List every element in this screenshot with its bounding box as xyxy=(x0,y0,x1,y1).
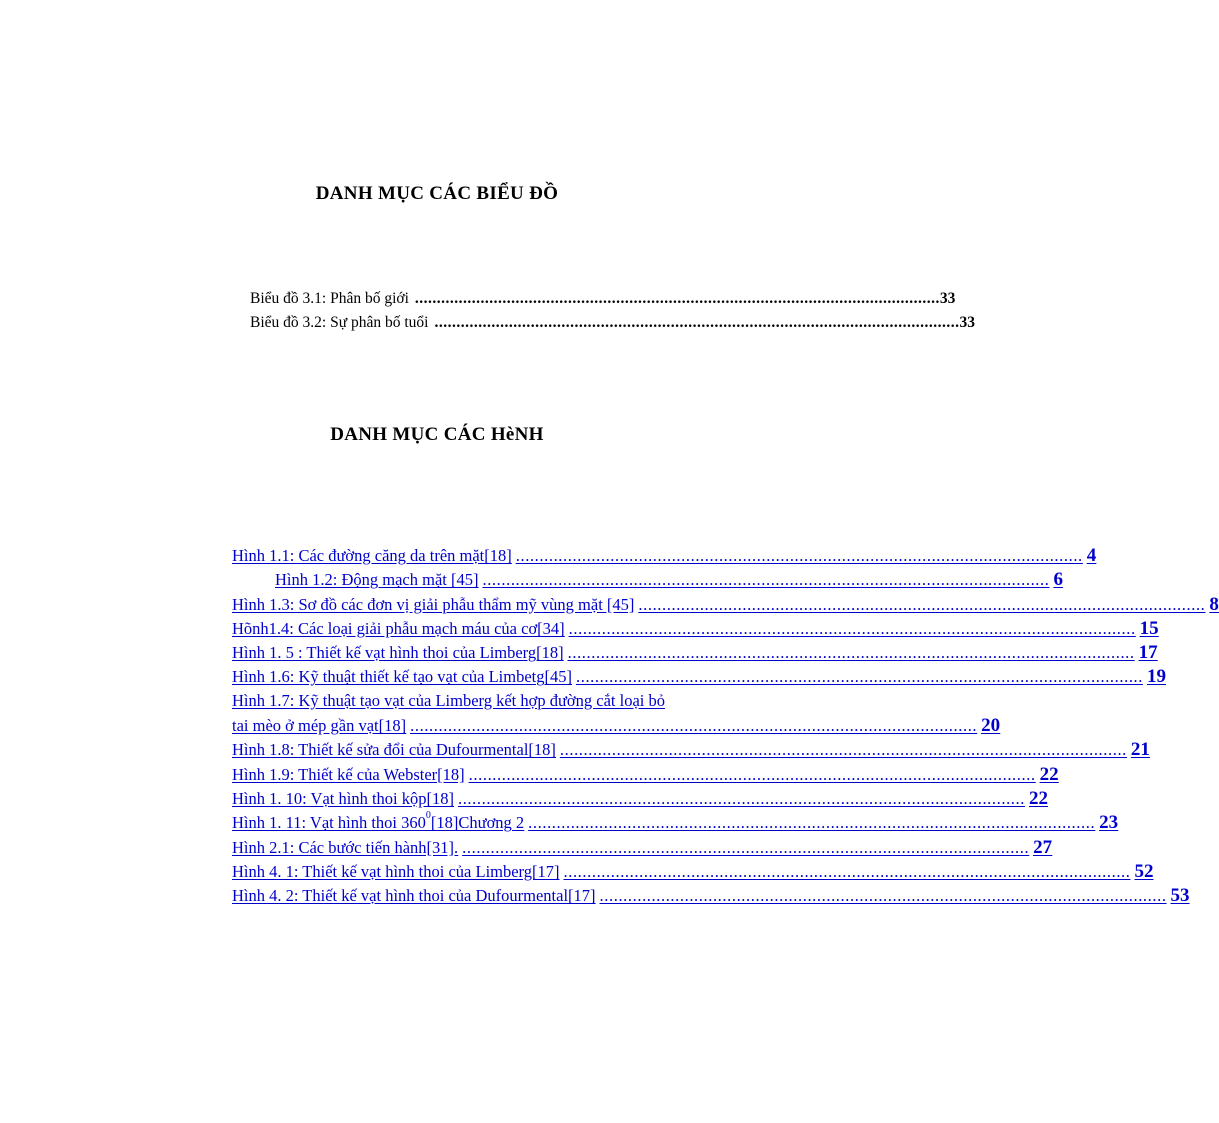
chart-list-title: DANH MỤC CÁC BIỂU ĐỒ xyxy=(315,183,559,204)
leader-dots: ........................................................................................................................ xyxy=(563,861,1131,881)
figure-link[interactable] xyxy=(232,860,1154,885)
figure-link[interactable] xyxy=(232,569,1063,593)
leader-dots: ........................................................................................................................ xyxy=(567,643,1135,663)
figure-link[interactable] xyxy=(232,715,1001,739)
leader-dots: ........................................................................................................................ xyxy=(410,716,978,736)
figure-label: Hình 1.6: Kỹ thuật thiết kế tạo vạt của Limbetg[45] xyxy=(232,667,572,687)
figure-link[interactable] xyxy=(232,642,1158,666)
figure-label-after: [18]Chương 2 xyxy=(430,813,525,833)
figure-list-title: DANH MỤC CÁC HèNH xyxy=(330,424,544,445)
chart-item-label: Biểu đồ 3.2: Sự phân bố tuổi xyxy=(250,314,429,331)
figure-page: 20 xyxy=(981,715,1001,737)
figure-label: Hình 1.8: Thiết kế sửa đổi của Dufourmental[18] xyxy=(232,740,556,760)
chart-list-item[interactable] xyxy=(250,314,975,338)
figure-list xyxy=(232,545,1219,909)
figure-page: 4 xyxy=(1086,545,1097,566)
figure-label: Hõnh1.4: Các loại giải phẫu mạch máu của cơ[34] xyxy=(232,618,565,638)
figure-link[interactable] xyxy=(232,739,1150,763)
leader-dots: ........................................................................................................................ xyxy=(414,290,940,307)
figure-label: Hình 1.3: Sơ đồ các đơn vị giải phẫu thẩm mỹ vùng mặt [45] xyxy=(232,594,635,614)
figure-link[interactable] xyxy=(232,885,1190,909)
figure-page: 23 xyxy=(1099,812,1119,834)
figure-link[interactable] xyxy=(232,593,1219,618)
leader-dots: ........................................................................................................................ xyxy=(638,594,1206,614)
figure-link[interactable] xyxy=(232,836,1053,861)
leader-dots: ........................................................................................................................ xyxy=(434,314,960,331)
leader-dots: ........................................................................................................................ xyxy=(482,570,1050,590)
figure-label: Hình 4. 1: Thiết kế vạt hình thoi của Limberg[17] xyxy=(232,861,560,881)
figure-link[interactable] xyxy=(232,810,1119,836)
leader-dots: ........................................................................................................................ xyxy=(568,618,1136,638)
leader-dots: ........................................................................................................................ xyxy=(528,813,1096,833)
figure-label: Hình 1. 10: Vạt hình thoi kộp[18] xyxy=(232,788,454,808)
figure-label: Hình 1.2: Động mạch mặt [45] xyxy=(275,570,479,590)
figure-page: 15 xyxy=(1139,617,1159,639)
figure-page: 22 xyxy=(1028,787,1048,809)
leader-dots: ........................................................................................................................ xyxy=(457,788,1025,808)
figure-page: 19 xyxy=(1147,666,1166,688)
chart-list xyxy=(250,290,975,338)
figure-label: Hình 1.9: Thiết kế của Webster[18] xyxy=(232,764,465,784)
figure-page: 8 xyxy=(1209,593,1219,615)
figure-link[interactable] xyxy=(232,666,1166,690)
figure-page: 6 xyxy=(1053,569,1063,591)
figure-label-before: Hình 1. 11: Vạt hình thoi 360 xyxy=(232,813,426,833)
figure-page: 17 xyxy=(1138,642,1158,664)
leader-dots: ........................................................................................................................ xyxy=(559,740,1127,760)
leader-dots: ........................................................................................................................ xyxy=(599,886,1167,906)
figure-page: 21 xyxy=(1130,739,1150,761)
leader-dots: ........................................................................................................................ xyxy=(468,764,1036,784)
figure-label: tai mèo ở mép gần vạt[18] xyxy=(232,716,407,736)
leader-dots: ........................................................................................................................ xyxy=(576,667,1143,687)
leader-dots: ........................................................................................................................ xyxy=(515,546,1083,565)
figure-label: Hình 1.1: Các đường căng da trên mặt[18] xyxy=(232,546,512,565)
figure-page: 53 xyxy=(1170,885,1190,907)
figure-link[interactable] xyxy=(232,691,740,715)
degree-superscript: 0 xyxy=(425,810,431,822)
figure-link[interactable] xyxy=(232,617,1159,642)
figure-label: Hình 1. 5 : Thiết kế vạt hình thoi của Limberg[18] xyxy=(232,643,564,663)
figure-label xyxy=(232,810,525,833)
chart-item-page: 33 xyxy=(959,314,975,331)
figure-link[interactable] xyxy=(232,763,1059,788)
figure-link[interactable] xyxy=(232,545,1097,569)
figure-label: Hình 4. 2: Thiết kế vạt hình thoi của Dufourmental[17] xyxy=(232,886,596,906)
figure-page: 22 xyxy=(1039,763,1059,785)
chart-item-label: Biểu đồ 3.1: Phân bố giới xyxy=(250,290,409,307)
figure-link[interactable] xyxy=(232,787,1048,812)
chart-item-page: 33 xyxy=(939,290,956,307)
figure-label: Hình 2.1: Các bước tiến hành[31]. xyxy=(232,837,459,857)
chart-list-item[interactable] xyxy=(250,290,956,314)
figure-page: 27 xyxy=(1033,836,1053,858)
figure-label: Hình 1.7: Kỹ thuật tạo vạt của Limberg kết hợp đường cắt loại bỏ xyxy=(232,690,665,710)
leader-dots: ........................................................................................................................ xyxy=(462,837,1030,857)
figure-page: 52 xyxy=(1134,860,1154,882)
